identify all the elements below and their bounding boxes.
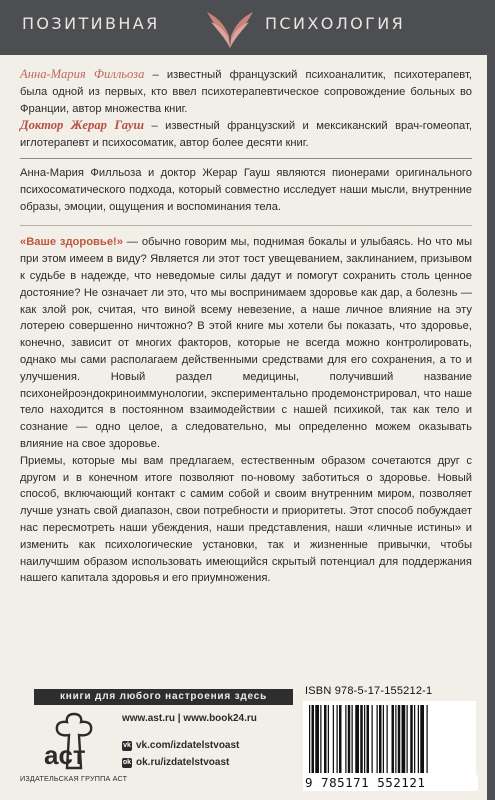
ok-link-row[interactable]	[122, 754, 239, 771]
social-links	[122, 737, 239, 771]
barcode-bar	[377, 705, 378, 773]
series-title-left: ПОЗИТИВНАЯ	[22, 14, 160, 33]
barcode-bar	[312, 705, 315, 773]
barcode-number: 9 785171 552121	[303, 775, 478, 790]
vk-link-row[interactable]	[122, 737, 239, 754]
barcode-bar	[398, 705, 401, 773]
author-1-bio: – известный французский психоаналитик, психотерапевт, была одной из первых, кто ввел психотерапевтическое сопровождение больных во Франции, автор множества книг.	[20, 69, 472, 115]
barcode-bar	[372, 705, 373, 773]
barcode-bar	[315, 705, 319, 773]
isbn-label: ISBN 978-5-17-155212-1	[305, 685, 433, 697]
barcode-bar	[360, 705, 363, 773]
barcode-bar	[348, 705, 351, 773]
ast-logo-icon	[40, 712, 108, 774]
main-paragraph-2: Приемы, которые мы вам предлагаем, естественным образом сочетаются друг с другом и в конечном итоге позволяют по-новому заботиться о здоровье. Новый способ, включающий контакт с самим собой и своим внутренним миром, позволяет лучше узнать свой диапазон, свои потребности и приоритеты. Этот способ побуждает нас пересмотреть наши убеждения, наши представления, наши «личные истины» и изменить как психологические установки, так и жизненные привычки, чтобы наилучшим образом использовать имеющийся скрытый потенциал для поддержания нашего капитала здоровья и его приумножения.	[20, 454, 472, 585]
barcode-bar	[339, 705, 342, 773]
barcode-bar	[383, 705, 384, 773]
slogan-band: книги для любого настроения здесь	[34, 689, 293, 705]
barcode-bar	[324, 705, 327, 773]
author-2-name: Доктор Жерар Гауш	[20, 118, 144, 133]
barcode-bar	[395, 705, 396, 773]
divider	[20, 225, 472, 226]
series-header	[0, 0, 495, 55]
intro-paragraph: Анна-Мария Филльоза и доктор Жерар Гауш являются пионерами оригинального психосоматического подхода, который совместно исследует наши мысли, внутренние образы, эмоции, ощущения и воспоминания тела.	[20, 166, 472, 213]
barcode-bar	[352, 705, 353, 773]
barcode-bar	[333, 705, 334, 773]
publisher-caption: ИЗДАТЕЛЬСКАЯ ГРУППА АСТ	[20, 774, 128, 783]
barcode-bar	[355, 705, 359, 773]
barcode-bar	[402, 705, 406, 773]
vk-link[interactable]: vk.com/izdatelstvoast	[136, 740, 240, 751]
barcode-bar	[392, 705, 395, 773]
barcode-bar	[364, 705, 365, 773]
publisher-sites[interactable]: www.ast.ru | www.book24.ru	[122, 713, 257, 724]
ok-icon: ok	[122, 758, 132, 766]
author-1	[20, 66, 472, 117]
barcode-bar	[379, 705, 382, 773]
barcode-bar	[420, 705, 424, 773]
barcode-bar	[410, 705, 413, 773]
barcode-bar	[328, 705, 329, 773]
author-1-name: Анна-Мария Филльоза	[20, 67, 145, 81]
vk-icon: vk	[123, 741, 131, 749]
divider	[20, 158, 472, 159]
barcode-bar	[418, 705, 419, 773]
main-paragraph-1-text: — обычно говорим мы, поднимая бокалы и улыбаясь. Но что мы при этом имеем в виду? Является ли этот тост увещеванием, заклинанием, призывом к судьбе в надежде, что неведомые силы дадут и помогут сохранить столь ценное достояние? Не означает ли это, что мы воспринимаем здоровье как дар, а болезнь — как злой рок, считая, что виной всему невезение, а наше личное влияние на эту лотерею совершенно ничтожно? В этой книге мы хотели бы показать, что здоровье, конечно, зависит от многих факторов, которые не всегда можно контролировать, однако мы сами располагаем действенными средствами для его сохранения, а то и улучшения. Новый раздел медицины, получивший название психонейроэндокриноиммунологии, экспериментально продемонстрировал, что наше тело находится в постоянном взаимодействии с нашей психикой, так как тело и сознание — одно целое, а следовательно, мы определенно можем оказывать влияние на свое здоровье.	[20, 236, 472, 450]
barcode-bar	[367, 705, 370, 773]
toast-quote: «Ваше здоровье!»	[20, 236, 123, 249]
ok-link[interactable]: ok.ru/izdatelstvoast	[136, 757, 230, 768]
ast-logo-text: аст	[44, 740, 86, 770]
wings-logo-icon	[205, 8, 255, 50]
author-2	[20, 117, 472, 152]
barcode-bar	[309, 705, 310, 773]
series-title-right: ПСИХОЛОГИЯ	[265, 14, 406, 33]
spine-edge	[487, 0, 495, 800]
barcode-bar	[337, 705, 338, 773]
author-2-bio: – известный французский и мексиканский врач-гомеопат, иглотерапевт и психосоматик, автор более десяти книг.	[20, 120, 472, 150]
barcode-bar	[345, 705, 346, 773]
barcode-bar	[387, 705, 388, 773]
barcode-bar	[407, 705, 408, 773]
barcode-bar	[427, 705, 428, 773]
barcode-bar	[320, 705, 321, 773]
barcode-icon	[303, 701, 476, 775]
barcode-bar	[414, 705, 415, 773]
main-paragraph-1	[20, 234, 472, 452]
back-cover-text	[20, 66, 472, 587]
